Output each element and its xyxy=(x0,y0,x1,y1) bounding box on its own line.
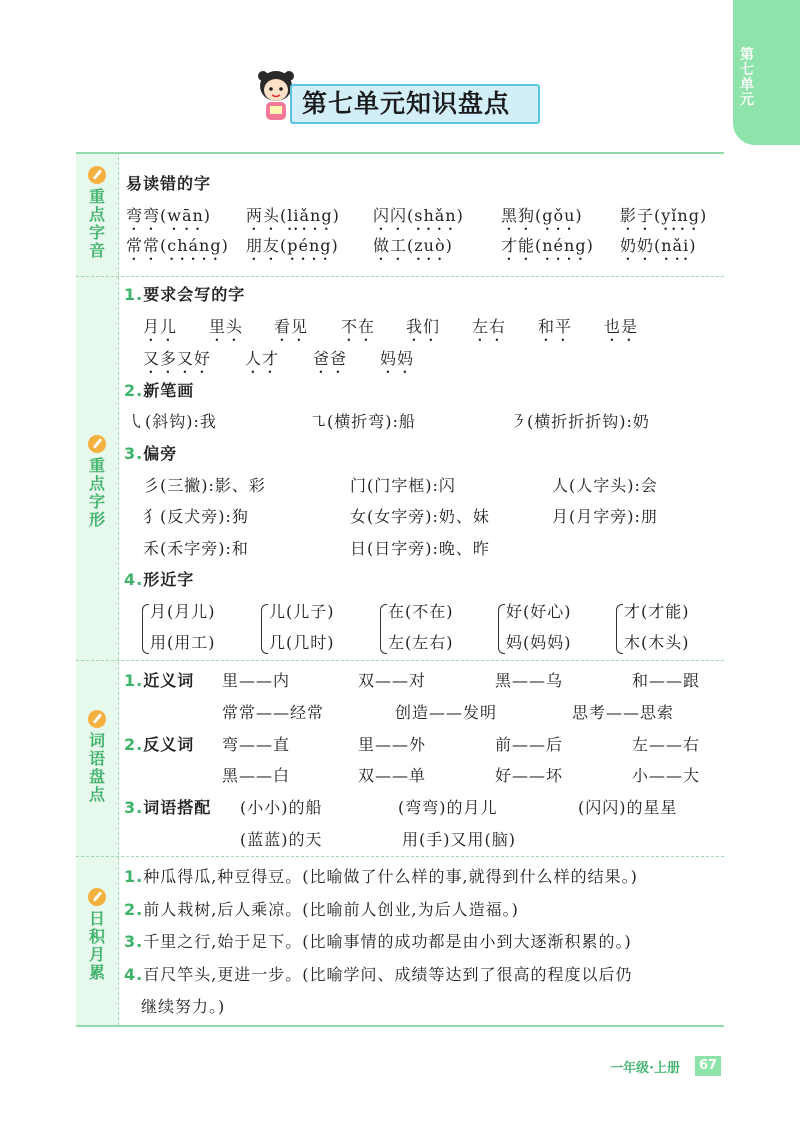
radical-item: 门(门字框):闪 xyxy=(350,476,456,495)
antonym-pair: 左——右 xyxy=(632,735,701,754)
similar-heading: 4.形近字 xyxy=(124,570,195,589)
antonym-pair: 小——大 xyxy=(632,766,701,785)
pencil-icon xyxy=(88,166,106,184)
similar-char: 木(木头) xyxy=(624,633,690,652)
collocation-item: (弯弯)的月儿 xyxy=(398,798,498,817)
synonyms-heading: 1.近义词 xyxy=(124,671,195,690)
idiom-item: 2.前人栽树,后人乘凉。(比喻前人创业,为后人造福。) xyxy=(124,900,519,919)
pron-item: 两头(liǎng) xyxy=(246,206,340,225)
write-word: 人才 xyxy=(245,349,280,368)
antonym-pair: 好——坏 xyxy=(495,766,564,785)
stroke-item: ㇋(横折折折钩):奶 xyxy=(510,412,650,431)
pron-item: 才能(néng) xyxy=(501,236,594,255)
write-word: 里头 xyxy=(209,317,244,336)
write-word: 又多又好 xyxy=(143,349,212,368)
synonym-pair: 常常——经常 xyxy=(222,703,325,722)
write-word: 和平 xyxy=(538,317,573,336)
antonym-pair: 里——外 xyxy=(358,735,427,754)
radicals-heading: 3.偏旁 xyxy=(124,444,178,463)
side-tab-label: 第七单元 xyxy=(740,47,754,108)
strokes-heading: 2.新笔画 xyxy=(124,381,195,400)
write-word: 妈妈 xyxy=(380,349,415,368)
pron-item: 奶奶(nǎi) xyxy=(620,236,697,255)
similar-char: 左(左右) xyxy=(388,633,454,652)
collocation-item: (蓝蓝)的天 xyxy=(240,830,323,849)
similar-char: 才(才能) xyxy=(624,602,690,621)
pron-item: 闪闪(shǎn) xyxy=(373,206,464,225)
antonym-pair: 弯——直 xyxy=(222,735,291,754)
table-bottom-border xyxy=(76,1025,724,1027)
section-label-characters: 重点字形 xyxy=(76,435,118,529)
section-divider xyxy=(76,856,724,857)
similar-char: 好(好心) xyxy=(506,602,572,621)
pron-item: 弯弯(wān) xyxy=(126,206,212,225)
write-word: 爸爸 xyxy=(313,349,348,368)
brace xyxy=(498,604,505,654)
collocation-item: (小小)的船 xyxy=(240,798,323,817)
stroke-item: ㇂(斜钩):我 xyxy=(128,412,217,431)
brace xyxy=(380,604,387,654)
stroke-item: ㇈(横折弯):船 xyxy=(310,412,416,431)
idiom-item: 1.种瓜得瓜,种豆得豆。(比喻做了什么样的事,就得到什么样的结果。) xyxy=(124,867,638,886)
antonym-pair: 前——后 xyxy=(495,735,564,754)
radical-item: 女(女字旁):奶、妹 xyxy=(350,507,490,526)
collocation-heading: 3.词语搭配 xyxy=(124,798,212,817)
brace xyxy=(261,604,268,654)
similar-char: 在(不在) xyxy=(388,602,454,621)
page-title: 第七单元知识盘点 xyxy=(302,89,511,118)
radical-item: 日(日字旁):晚、昨 xyxy=(350,539,490,558)
brace xyxy=(142,604,149,654)
section-label-accumulation: 日积月累 xyxy=(76,888,118,982)
antonym-pair: 黑——白 xyxy=(222,766,291,785)
radical-item: 人(人字头):会 xyxy=(552,476,658,495)
brace xyxy=(616,604,623,654)
section-divider xyxy=(76,276,724,277)
write-heading: 1.要求会写的字 xyxy=(124,285,246,304)
pron-item: 常常(cháng) xyxy=(126,236,229,255)
page-number: 67 xyxy=(695,1056,721,1076)
radical-item: 彡(三撇):影、彩 xyxy=(143,476,266,495)
write-word: 也是 xyxy=(604,317,639,336)
grade-label: 一年级·上册 xyxy=(610,1061,680,1076)
pencil-icon xyxy=(88,710,106,728)
pron-item: 朋友(péng) xyxy=(246,236,339,255)
write-word: 月儿 xyxy=(143,317,178,336)
radical-item: 禾(禾字旁):和 xyxy=(143,539,249,558)
idiom-item-continuation: 继续努力。) xyxy=(141,997,226,1016)
pron-item: 做工(zuò) xyxy=(373,236,453,255)
section-label-pronunciation: 重点字音 xyxy=(76,166,118,260)
write-word: 我们 xyxy=(406,317,441,336)
pron-item: 黑狗(gǒu) xyxy=(501,206,583,225)
synonym-pair: 里——内 xyxy=(222,671,291,690)
similar-char: 妈(妈妈) xyxy=(506,633,572,652)
synonym-pair: 和——跟 xyxy=(632,671,701,690)
collocation-item: (闪闪)的星星 xyxy=(578,798,678,817)
synonym-pair: 创造——发明 xyxy=(395,703,498,722)
similar-char: 儿(儿子) xyxy=(269,602,335,621)
pronunciation-heading: 易读错的字 xyxy=(126,174,212,193)
synonym-pair: 思考——思索 xyxy=(572,703,675,722)
idiom-item: 3.千里之行,始于足下。(比喻事情的成功都是由小到大逐渐积累的。) xyxy=(124,932,632,951)
similar-char: 用(用工) xyxy=(150,633,216,652)
pencil-icon xyxy=(88,888,106,906)
table-top-border xyxy=(76,152,724,154)
pron-item: 影子(yǐng) xyxy=(620,206,708,225)
write-word: 不在 xyxy=(341,317,376,336)
synonym-pair: 黑——乌 xyxy=(495,671,564,690)
column-divider xyxy=(118,152,119,1025)
radical-item: 犭(反犬旁):狗 xyxy=(143,507,249,526)
section-divider xyxy=(76,660,724,661)
idiom-item: 4.百尺竿头,更进一步。(比喻学问、成绩等达到了很高的程度以后仍 xyxy=(124,965,633,984)
synonym-pair: 双——对 xyxy=(358,671,427,690)
section-label-words: 词语盘点 xyxy=(76,710,118,804)
write-word: 左右 xyxy=(472,317,507,336)
antonym-pair: 双——单 xyxy=(358,766,427,785)
similar-char: 月(月儿) xyxy=(150,602,216,621)
write-word: 看见 xyxy=(274,317,309,336)
similar-char: 几(几时) xyxy=(269,633,335,652)
radical-item: 月(月字旁):朋 xyxy=(552,507,658,526)
antonyms-heading: 2.反义词 xyxy=(124,735,195,754)
collocation-item: 用(手)又用(脑) xyxy=(402,830,516,849)
pencil-icon xyxy=(88,435,106,453)
